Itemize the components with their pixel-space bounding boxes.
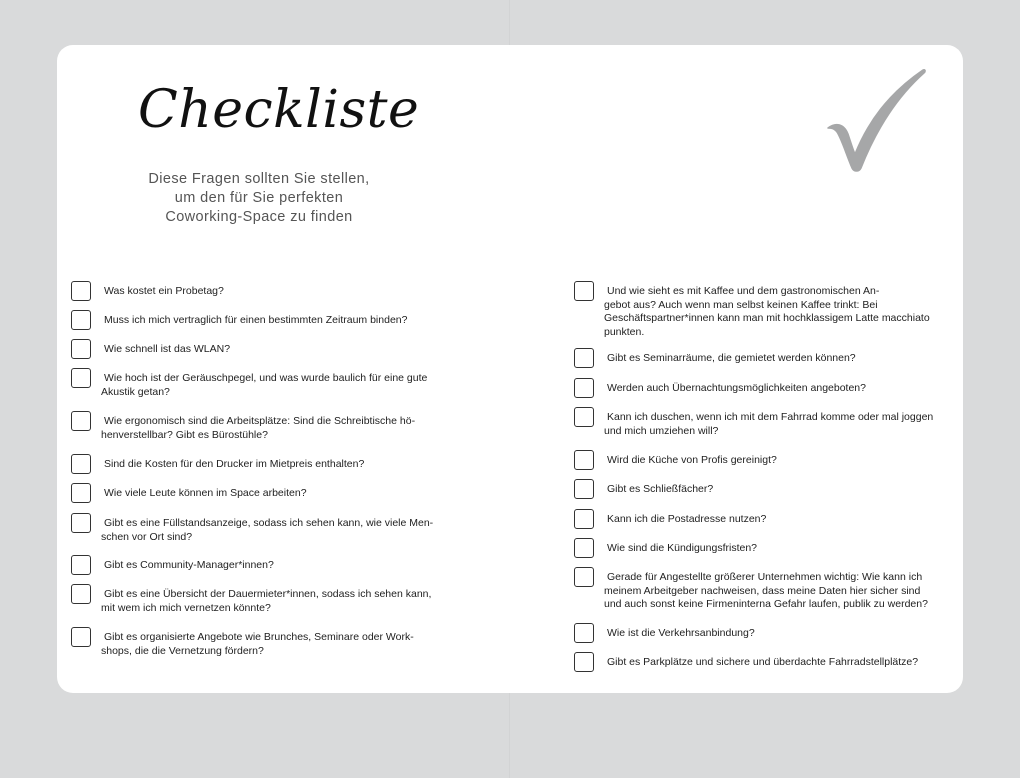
- checklist-item-line: Kann ich duschen, wenn ich mit dem Fahrrad komme oder mal joggen: [607, 411, 934, 423]
- checkbox[interactable]: [574, 407, 594, 427]
- checklist-item-text: [604, 454, 959, 468]
- checklist-item-text: [604, 352, 959, 366]
- checklist-item-line: Geschäftspartner*innen kann man mit hochklassigem Latte macchiato: [604, 312, 930, 324]
- checklist-item-line: Wie sind die Kündigungsfristen?: [607, 542, 758, 554]
- checklist-item-text: [101, 415, 461, 442]
- checklist-item-text: [604, 285, 959, 339]
- checklist-item-text: [604, 483, 959, 497]
- checkbox[interactable]: [71, 627, 91, 647]
- checklist-item-line: Gibt es Parkplätze und sichere und überdachte Fahrradstellplätze?: [607, 656, 919, 668]
- checklist-item-line: Muss ich mich vertraglich für einen bestimmten Zeitraum binden?: [104, 314, 408, 326]
- checklist-item-text: [604, 656, 959, 670]
- checklist-item-line: Wie hoch ist der Geräuschpegel, und was wurde baulich für eine gute: [104, 372, 428, 384]
- checklist-item-text: [604, 571, 959, 612]
- checkbox[interactable]: [574, 567, 594, 587]
- checklist-item-line: Wie viele Leute können im Space arbeiten?: [104, 487, 307, 499]
- checkbox[interactable]: [574, 538, 594, 558]
- checkbox[interactable]: [71, 513, 91, 533]
- checkbox[interactable]: [574, 378, 594, 398]
- checkbox[interactable]: [71, 483, 91, 503]
- checklist-item-line: punkten.: [604, 325, 645, 338]
- checkbox[interactable]: [574, 479, 594, 499]
- checklist-item-line: Gibt es Seminarräume, die gemietet werden können?: [607, 352, 856, 364]
- checklist-item-line: und mich umziehen will?: [604, 424, 719, 437]
- subtitle: [130, 170, 388, 227]
- checklist-item-line: shops, die die Vernetzung fördern?: [101, 644, 264, 657]
- checkmark-icon: [824, 68, 928, 172]
- checklist-item-text: [101, 372, 461, 399]
- checklist-item-text: [604, 627, 959, 641]
- checklist-item-text: [101, 487, 461, 501]
- checkbox[interactable]: [574, 348, 594, 368]
- checklist-item-line: Akustik getan?: [101, 385, 170, 398]
- checkbox[interactable]: [71, 310, 91, 330]
- checklist-item-line: Gibt es eine Übersicht der Dauermieter*innen, sodass ich sehen kann,: [104, 588, 432, 600]
- checklist-item-line: gebot aus? Auch wenn man selbst keinen Kaffee trinkt: Bei: [604, 298, 878, 311]
- checklist-item-line: henverstellbar? Gibt es Bürostühle?: [101, 428, 268, 441]
- checkbox[interactable]: [574, 509, 594, 529]
- checklist-item-line: Gibt es eine Füllstandsanzeige, sodass ich sehen kann, wie viele Men-: [104, 517, 434, 529]
- checklist-item-text: [101, 458, 461, 472]
- checklist-item-text: [101, 631, 461, 658]
- checklist-item-line: Wie ist die Verkehrsanbindung?: [607, 627, 755, 639]
- checkbox[interactable]: [71, 281, 91, 301]
- checklist-item-line: Sind die Kosten für den Drucker im Mietpreis enthalten?: [104, 458, 365, 470]
- checkbox[interactable]: [71, 454, 91, 474]
- checklist-item-text: [604, 382, 959, 396]
- checklist-item-text: [604, 542, 959, 556]
- checklist-item-text: [101, 559, 461, 573]
- checklist-item-text: [101, 343, 461, 357]
- checklist-item-line: Was kostet ein Probetag?: [104, 285, 224, 297]
- page-title: Checkliste: [138, 80, 420, 140]
- checklist-item-line: schen vor Ort sind?: [101, 530, 193, 543]
- checkbox[interactable]: [71, 584, 91, 604]
- checkbox[interactable]: [71, 339, 91, 359]
- checklist-item-text: [604, 513, 959, 527]
- subtitle-line: um den für Sie perfekten: [174, 190, 344, 206]
- checkbox[interactable]: [574, 281, 594, 301]
- checkbox[interactable]: [71, 411, 91, 431]
- checklist-item-line: Wie ergonomisch sind die Arbeitsplätze: Sind die Schreibtische hö-: [104, 415, 416, 427]
- checklist-item-text: [101, 285, 461, 299]
- checklist-item-line: und auch sonst keine Firmeninterna Gefahr laufen, publik zu werden?: [604, 598, 928, 610]
- subtitle-line: Coworking-Space zu finden: [165, 209, 353, 225]
- checklist-item-line: Wie schnell ist das WLAN?: [104, 343, 231, 355]
- checklist-item-line: Kann ich die Postadresse nutzen?: [607, 513, 767, 525]
- checklist-item-line: Gibt es Schließfächer?: [607, 483, 714, 495]
- checkbox[interactable]: [71, 368, 91, 388]
- checklist-item-line: Gerade für Angestellte größerer Unternehmen wichtig: Wie kann ich: [607, 571, 923, 583]
- checkbox[interactable]: [574, 450, 594, 470]
- checklist-item-line: mit wem ich mich vernetzen könnte?: [101, 601, 271, 614]
- checklist-item-line: Gibt es Community-Manager*innen?: [104, 559, 274, 571]
- checklist-item-text: [604, 411, 959, 438]
- checkbox[interactable]: [574, 623, 594, 643]
- checklist-item-line: Wird die Küche von Profis gereinigt?: [607, 454, 777, 466]
- checkbox[interactable]: [71, 555, 91, 575]
- checkbox[interactable]: [574, 652, 594, 672]
- checklist-item-line: Gibt es organisierte Angebote wie Brunches, Seminare oder Work-: [104, 631, 414, 643]
- checklist-item-line: Und wie sieht es mit Kaffee und dem gastronomischen An-: [607, 285, 880, 297]
- checklist-item-text: [101, 517, 461, 544]
- checklist-item-line: Werden auch Übernachtungsmöglichkeiten angeboten?: [607, 382, 866, 394]
- checklist-item-text: [101, 314, 461, 328]
- checklist-item-text: [101, 588, 461, 615]
- subtitle-line: Diese Fragen sollten Sie stellen,: [148, 171, 370, 187]
- checklist-item-line: meinem Arbeitgeber nachweisen, dass meine Daten hier sicher sind: [604, 584, 921, 597]
